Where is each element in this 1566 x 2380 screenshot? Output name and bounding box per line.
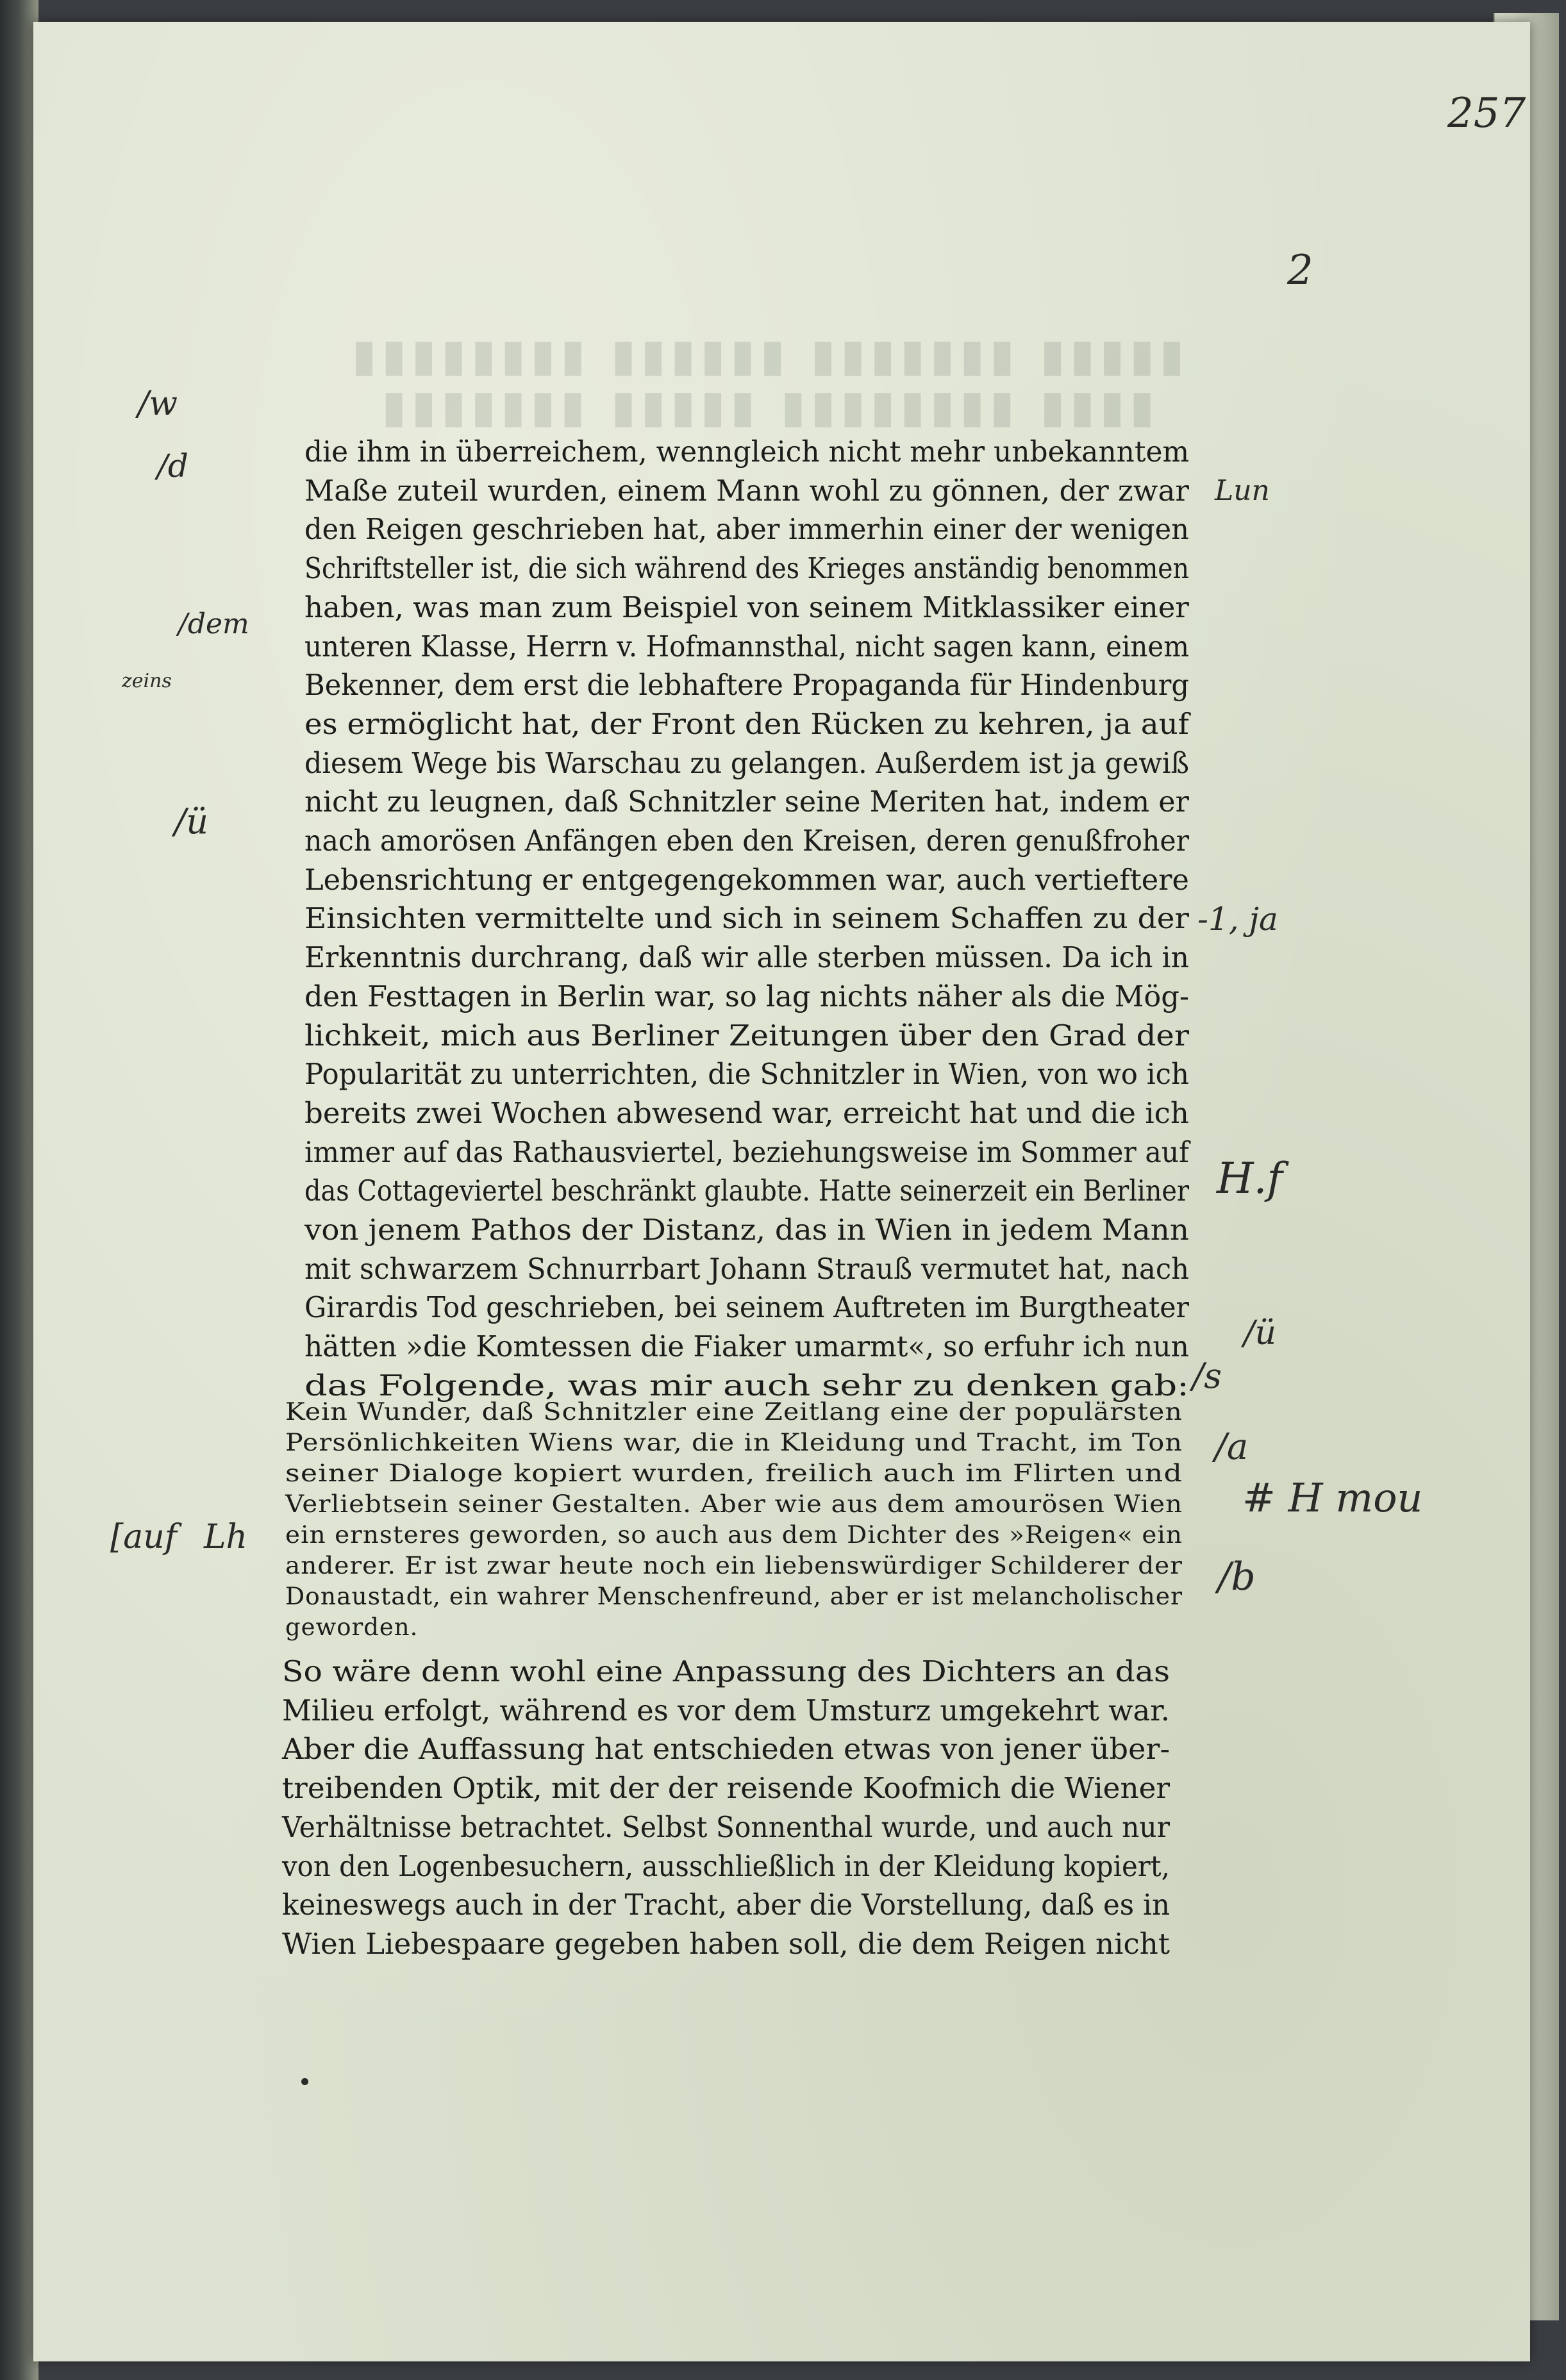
text-line: Milieu erfolgt, während es vor dem Umsturz umgekehrt war. bbox=[282, 1693, 1170, 1727]
text-line: Einsichten vermittelte und sich in seinem Schaffen zu der bbox=[304, 901, 1190, 936]
margin-note-left: /d bbox=[157, 447, 188, 485]
text-line: das Folgende, was mir auch sehr zu denken gab: bbox=[304, 1368, 1189, 1402]
margin-note-left: /dem bbox=[178, 608, 249, 640]
margin-note-left: zeins bbox=[122, 670, 172, 692]
text-line: das Cottageviertel beschränkt glaubte. Hatte seinerzeit ein Berliner bbox=[304, 1174, 1190, 1208]
text-line: Verliebtsein seiner Gestalten. Aber wie aus dem amourösen Wien bbox=[285, 1490, 1183, 1518]
text-line: Maße zuteil wurden, einem Mann wohl zu gönnen, der zwar bbox=[304, 473, 1189, 508]
text-line: Erkenntnis durchrang, daß wir alle sterben müssen. Da ich in bbox=[304, 940, 1189, 975]
text-line: So wäre denn wohl eine Anpassung des Dichters an das bbox=[282, 1654, 1170, 1688]
show-through-line: ▮▮▮▮▮▮▮▮ ▮▮▮▮▮▮ ▮▮▮▮▮▮▮ ▮▮▮▮▮ bbox=[351, 328, 1190, 381]
margin-note-right: /a bbox=[1215, 1426, 1249, 1468]
text-line: nicht zu leugnen, daß Schnitzler seine Meriten hat, indem er bbox=[304, 785, 1189, 819]
text-line: es ermöglicht hat, der Front den Rücken zu kehren, ja auf bbox=[304, 706, 1189, 741]
text-line: seiner Dialoge kopiert wurden, freilich auch im Flirten und bbox=[285, 1460, 1183, 1487]
text-line: haben, was man zum Beispiel von seinem Mitklassiker einer bbox=[304, 590, 1189, 624]
margin-note-right: /s bbox=[1192, 1356, 1222, 1396]
text-line: keineswegs auch in der Tracht, aber die Vorstellung, daß es in bbox=[282, 1888, 1170, 1922]
margin-note-left: Lh bbox=[204, 1518, 248, 1556]
margin-note-left: /ü bbox=[174, 801, 208, 842]
text-line: Persönlichkeiten Wiens war, die in Kleidung und Tracht, im Ton bbox=[285, 1429, 1183, 1456]
text-line: immer auf das Rathausviertel, beziehungsweise im Sommer auf bbox=[304, 1135, 1189, 1169]
text-line: Kein Wunder, daß Schnitzler eine Zeitlang eine der populärsten bbox=[285, 1398, 1183, 1426]
text-line: den Festtagen in Berlin war, so lag nichts näher als die Mög- bbox=[304, 979, 1190, 1013]
text-line: nach amorösen Anfängen eben den Kreisen, deren genußfroher bbox=[304, 824, 1190, 858]
show-through-line: ▮▮▮▮▮▮▮ ▮▮▮▮▮ ▮▮▮▮▮▮▮▮ ▮▮▮▮ bbox=[381, 379, 1160, 433]
margin-note-right: Lun bbox=[1215, 474, 1270, 507]
text-line: bereits zwei Wochen abwesend war, erreicht hat und die ich bbox=[304, 1095, 1189, 1130]
text-line: Wien Liebespaare gegeben haben soll, die dem Reigen nicht bbox=[282, 1926, 1170, 1961]
text-line: Lebensrichtung er entgegengekommen war, auch vertieftere bbox=[304, 862, 1189, 897]
text-line: anderer. Er ist zwar heute noch ein liebenswürdiger Schilderer der bbox=[285, 1552, 1183, 1579]
text-line: von den Logenbesuchern, ausschließlich in der Kleidung kopiert, bbox=[282, 1849, 1170, 1883]
text-line: lichkeit, mich aus Berliner Zeitungen über den Grad der bbox=[304, 1018, 1189, 1053]
text-line: Popularität zu unterrichten, die Schnitzler in Wien, von wo ich bbox=[304, 1057, 1189, 1092]
text-line: Girardis Tod geschrieben, bei seinem Auftreten im Burgtheater bbox=[304, 1290, 1190, 1325]
text-line: hätten »die Komtessen die Fiaker umarmt«, so erfuhr ich nun bbox=[304, 1329, 1189, 1364]
text-line: Donaustadt, ein wahrer Menschenfreund, aber er ist melancholischer bbox=[285, 1583, 1183, 1610]
text-line: die ihm in überreichem, wenngleich nicht mehr unbekanntem bbox=[304, 435, 1190, 469]
text-line: den Reigen geschrieben hat, aber immerhin einer der wenigen bbox=[304, 512, 1189, 547]
text-line: Verhältnisse betrachtet. Selbst Sonnenthal wurde, und auch nur bbox=[282, 1810, 1170, 1844]
margin-note-right: -1, ja bbox=[1197, 901, 1278, 938]
text-line: diesem Wege bis Warschau zu gelangen. Außerdem ist ja gewiß bbox=[304, 745, 1190, 780]
text-line: treibenden Optik, mit der der reisende Koofmich die Wiener bbox=[282, 1771, 1170, 1806]
text-line: Schriftsteller ist, die sich während des Krieges anständig benommen bbox=[304, 551, 1189, 586]
margin-note-left: /w bbox=[138, 385, 178, 423]
text-line: Bekenner, dem erst die lebhaftere Propaganda für Hindenburg bbox=[304, 668, 1189, 703]
text-line: unteren Klasse, Herrn v. Hofmannsthal, nicht sagen kann, einem bbox=[304, 629, 1190, 663]
text-line: geworden. bbox=[285, 1613, 419, 1641]
text-line: ein ernsteres geworden, so auch aus dem Dichter des »Reigen« ein bbox=[285, 1521, 1183, 1549]
text-line: mit schwarzem Schnurrbart Johann Strauß vermutet hat, nach bbox=[304, 1251, 1189, 1286]
margin-note-right: H.f bbox=[1217, 1154, 1283, 1203]
corner-mark: 2 bbox=[1287, 247, 1313, 294]
text-line: von jenem Pathos der Distanz, das in Wien in jedem Mann bbox=[304, 1213, 1189, 1247]
margin-note-right: # H mou bbox=[1242, 1474, 1423, 1521]
margin-note-right: /ü bbox=[1244, 1314, 1277, 1352]
text-line: Aber die Auffassung hat entschieden etwas von jener über- bbox=[282, 1732, 1170, 1767]
page-number: 257 bbox=[1447, 90, 1526, 137]
margin-note-left: [auf bbox=[110, 1518, 178, 1556]
margin-note-right: /b bbox=[1218, 1554, 1256, 1599]
ink-dot bbox=[301, 2078, 308, 2085]
